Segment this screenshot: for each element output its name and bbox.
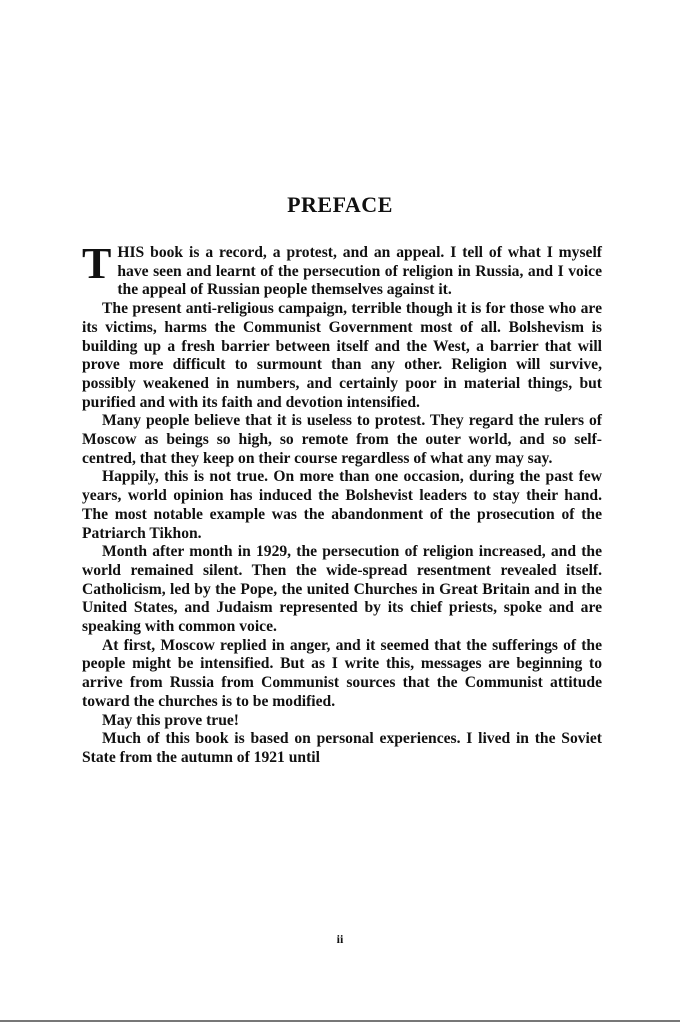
paragraph-1-text: HIS book is a record, a protest, and an appeal. I tell of what I myself have seen and learnt of the persecution of religion in Russia, and I voice the appeal of Russian people themselves against it. — [117, 244, 602, 299]
paragraph-2: The present anti-religious campaign, terrible though it is for those who are its victims, harms the Communist Government most of all. Bolshevism is building up a fresh barrier between itself and the West, a barrier that will prove more difficult to surmount than any other. Religion will survive, possibly weakened in numbers, and certainly poor in material things, but purified and with its faith and devotion intensified. — [82, 300, 602, 411]
paragraph-4: Happily, this is not true. On more than one occasion, during the past few years, world opinion has induced the Bolshevist leaders to stay their hand. The most notable example was the abandonment of the prosecution of the Patriarch Tikhon. — [82, 468, 602, 542]
paragraph-8: Much of this book is based on personal experiences. I lived in the Soviet State from the autumn of 1921 until — [82, 730, 602, 766]
bottom-divider — [0, 1020, 680, 1022]
body-text — [82, 239, 602, 768]
paragraph-6: At first, Moscow replied in anger, and it seemed that the sufferings of the people might be intensified. But as I write this, messages are beginning to arrive from Russia from Communist sources that the Communist attitude toward the churches is to be modified. — [82, 636, 602, 710]
paragraph-7: May this prove true! — [102, 711, 240, 729]
page-number: ii — [336, 932, 344, 946]
page-title: PREFACE — [287, 192, 393, 217]
paragraph-1 — [82, 239, 602, 300]
drop-cap: T — [82, 239, 112, 288]
paragraph-5: Month after month in 1929, the persecution of religion increased, and the world remained silent. Then the wide-spread resentment revealed itself. Catholicism, led by the Pope, the united Churches in Great Britain and in the United States, and Judaism represented by its chief priests, spoke and are speaking with common voice. — [82, 543, 602, 636]
paragraph-3: Many people believe that it is useless to protest. They regard the rulers of Moscow as beings so high, so remote from the outer world, and so self-centred, that they keep on their course regardless of what any may say. — [82, 412, 602, 467]
